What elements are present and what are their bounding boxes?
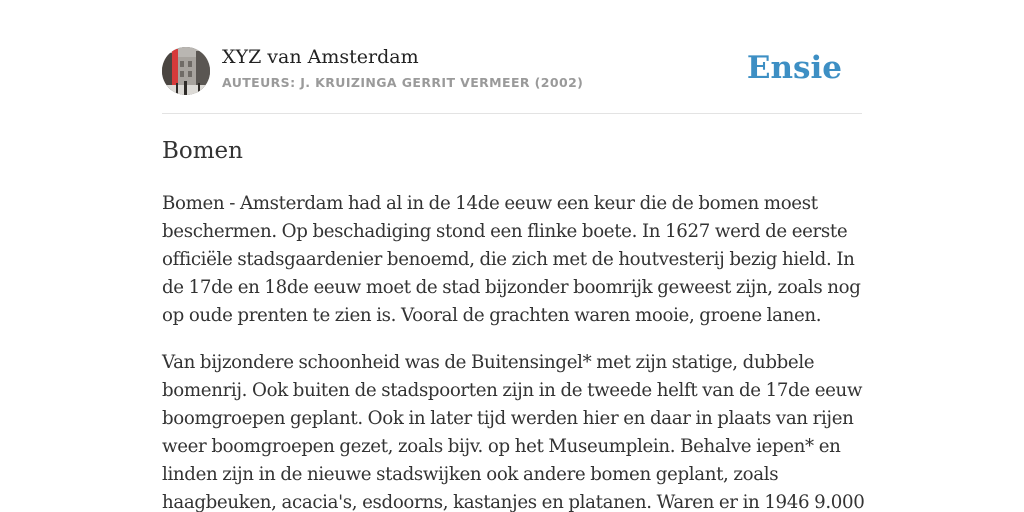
street-photo-icon xyxy=(162,47,210,95)
source-avatar[interactable] xyxy=(162,47,210,95)
ensie-logo[interactable]: Ensie xyxy=(746,50,842,86)
entry-body xyxy=(162,190,866,512)
entry-paragraph: Van bijzondere schoonheid was de Buitensingel* met zijn statige, dubbele bomenrij. Ook buiten de stadspoorten zijn in de tweede helft van de 17de eeuw boomgroepen geplant. Ook in later tijd werden hier en daar in plaats van rijen weer boomgroepen gezet, zoals bijv. op het Museumplein. Behalve iepen* en linden zijn in de nieuwe stadswijken ook andere bomen geplant, zoals haagbeuken, acacia's, esdoorns, kastanjes en platanen. Waren er in 1946 9.000 xyxy=(162,352,865,512)
source-header xyxy=(162,0,862,114)
source-title[interactable]: XYZ van Amsterdam xyxy=(222,46,419,68)
source-authors: AUTEURS: J. KRUIZINGA GERRIT VERMEER (2002) xyxy=(222,75,584,90)
entry-paragraph: Bomen - Amsterdam had al in de 14de eeuw een keur die de bomen moest beschermen. Op beschadiging stond een flinke boete. In 1627 werd de eerste officiële stadsgaardenier benoemd, die zich met de houtvesterij bezig hield. In de 17de en 18de eeuw moet de stad bijzonder boomrijk geweest zijn, zoals nog op oude prenten te zien is. Vooral de grachten waren mooie, groene lanen. xyxy=(162,193,861,326)
entry-title: Bomen xyxy=(162,138,243,164)
article-container xyxy=(162,0,865,512)
